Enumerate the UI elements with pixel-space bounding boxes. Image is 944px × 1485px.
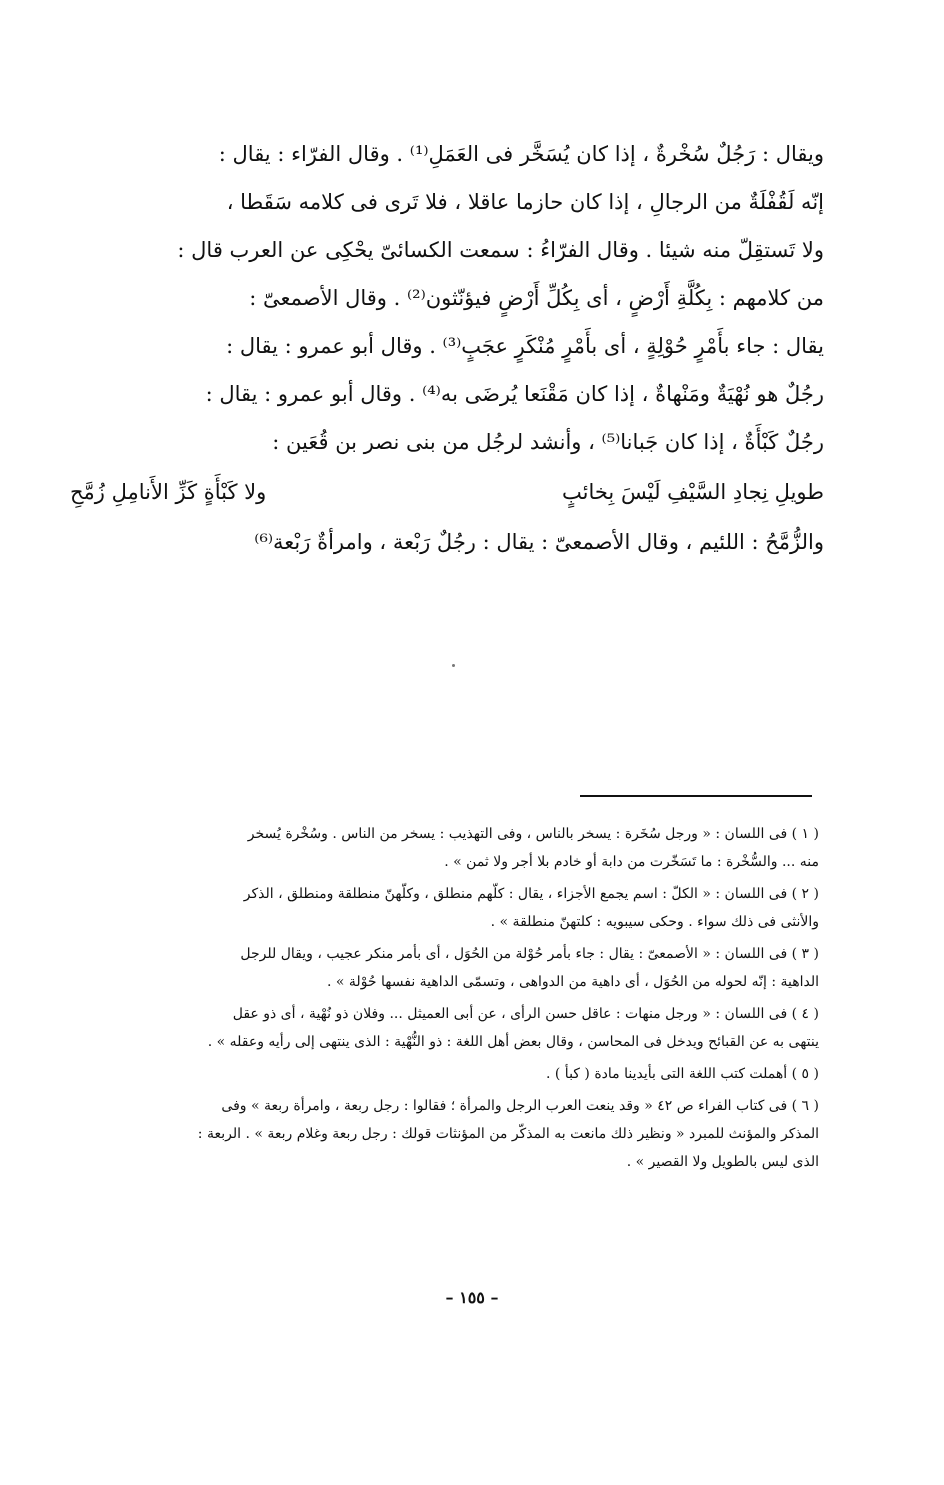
main-text-line: من كلامهم : بِكُلَّةِ أَرْضٍ ، أى بِكُلِّ أَرْضٍ فيؤنّثون⁽²⁾ . وقال الأصمعىّ :: [249, 286, 824, 310]
footnote-5: [80, 1060, 819, 1088]
footnote-line: والأنثى فى ذلك سواء . وحكى سيبويه : كلتهنّ منطلقة » .: [490, 914, 819, 930]
main-text-body: [70, 130, 824, 566]
main-text-line: إنّه لَقُفْلَةٌ من الرجالِ ، إذا كان حازما عاقلا ، فلا تَرى فى كلامه سَقَطا ،: [226, 190, 824, 214]
footnote-line: ( ٥ ) أهملت كتب اللغة التى بأيدينا مادة ( كبأ ) .: [545, 1066, 819, 1082]
main-text-line: رجُلٌ كَبْأَةٌ ، إذا كان جَبانا⁽⁵⁾ ، وأنشد لرجُل من بنى نصر بن قُعَين :: [272, 430, 824, 454]
footnote-3: [80, 940, 819, 996]
footnote-line: الداهية : إنّه لحوله من الحُوَل ، أى داهية من الدواهى ، وتسمّى الداهية نفسها حُوْلة » .: [327, 974, 819, 990]
footnote-line: ( ٢ ) فى اللسان : « الكلّ : اسم يجمع الأجزاء ، يقال : كلّهم منطلق ، وكلّهنّ منطلقة ومنطلق ، الذكر: [243, 886, 819, 902]
footnote-line: ( ٤ ) فى اللسان : « ورجل منهات : عاقل حسن الرأى ، عن أبى العميثل ... وفلان ذو نُهْية ، أى ذو عقل: [232, 1006, 819, 1022]
main-text-line: يقال : جاء بأَمْرٍ حُوْلِةٍ ، أى بأَمْرٍ مُنْكَرٍ عجَبٍ⁽³⁾ . وقال أبو عمرو : يقال :: [226, 334, 824, 358]
footnote-4: [80, 1000, 819, 1056]
footnote-line: ( ٣ ) فى اللسان : « الأصمعىّ : يقال : جاء بأمر حُوْلة من الحُوَل ، أى بأمر منكر عجيب ، ويقال للرجل: [240, 946, 819, 962]
footnote-6: [80, 1092, 819, 1176]
footnote-line: الذى ليس بالطويل ولا القصير » .: [626, 1154, 819, 1170]
main-text-line: ويقال : رَجُلٌ سُخْرةٌ ، إذا كان يُسَخَّر فى العَمَلِ⁽¹⁾ . وقال الفرّاء : يقال :: [218, 142, 824, 166]
footnote-line: ( ٦ ) فى كتاب الفراء ص ٤٢ « وقد ينعت العرب الرجل والمرأة ؛ فقالوا : رجل ربعة ، وامرأة ربعة » وفى: [221, 1098, 819, 1114]
main-text-line: ولا تَستقِلّ منه شيئا . وقال الفرّاءُ : سمعت الكسائىّ يحْكِى عن العرب قال :: [177, 238, 824, 262]
verse-first-hemistich: طويلِ نِجادِ السَّيْفِ لَيْسَ بِخائبٍ: [562, 480, 824, 504]
footnote-2: [80, 880, 819, 936]
main-text-line: رجُلٌ هو نُهْيَةٌ ومَنْهاةٌ ، إذا كان مَقْنَعا يُرضَى به⁽⁴⁾ . وقال أبو عمرو : يقال :: [205, 382, 824, 406]
print-speck: [452, 664, 455, 667]
page-number: – ١٥٥ –: [445, 1288, 499, 1307]
main-text-last-line: والزُّمَّحُ : اللئيم ، وقال الأصمعىّ : يقال : رجُلٌ رَبْعة ، وامرأةٌ رَبْعة⁽⁶⁾: [254, 530, 824, 554]
poetry-verse: [70, 466, 824, 518]
footnotes-section: [80, 820, 819, 1180]
footnote-line: المذكر والمؤنث للمبرد « ونظير ذلك مانعت به المذكّر من المؤنثات قولك : رجل ربعة وغلام ربعة » . الربعة :: [197, 1126, 819, 1142]
footnote-line: ( ١ ) فى اللسان : « ورجل سُخَرة : يسخر بالناس ، وفى التهذيب : يسخر من الناس . وسُخْرة يُسخر: [247, 826, 819, 842]
footnote-line: ينتهى به عن القبائح ويدخل فى المحاسن ، وقال بعض أهل اللغة : ذو النُّهْية : الذى ينتهى إلى رأيه وعقله » .: [207, 1034, 819, 1050]
verse-second-hemistich: ولا كَبْأَةٍ كَزِّ الأَنامِلِ زُمَّحِ: [70, 480, 267, 504]
footnote-separator: [580, 795, 812, 797]
footnote-1: [80, 820, 819, 876]
footnote-line: منه ... والسُّخْرة : ما تَسَخّرت من دابة أو خادم بلا أجر ولا ثمن » .: [444, 854, 819, 870]
